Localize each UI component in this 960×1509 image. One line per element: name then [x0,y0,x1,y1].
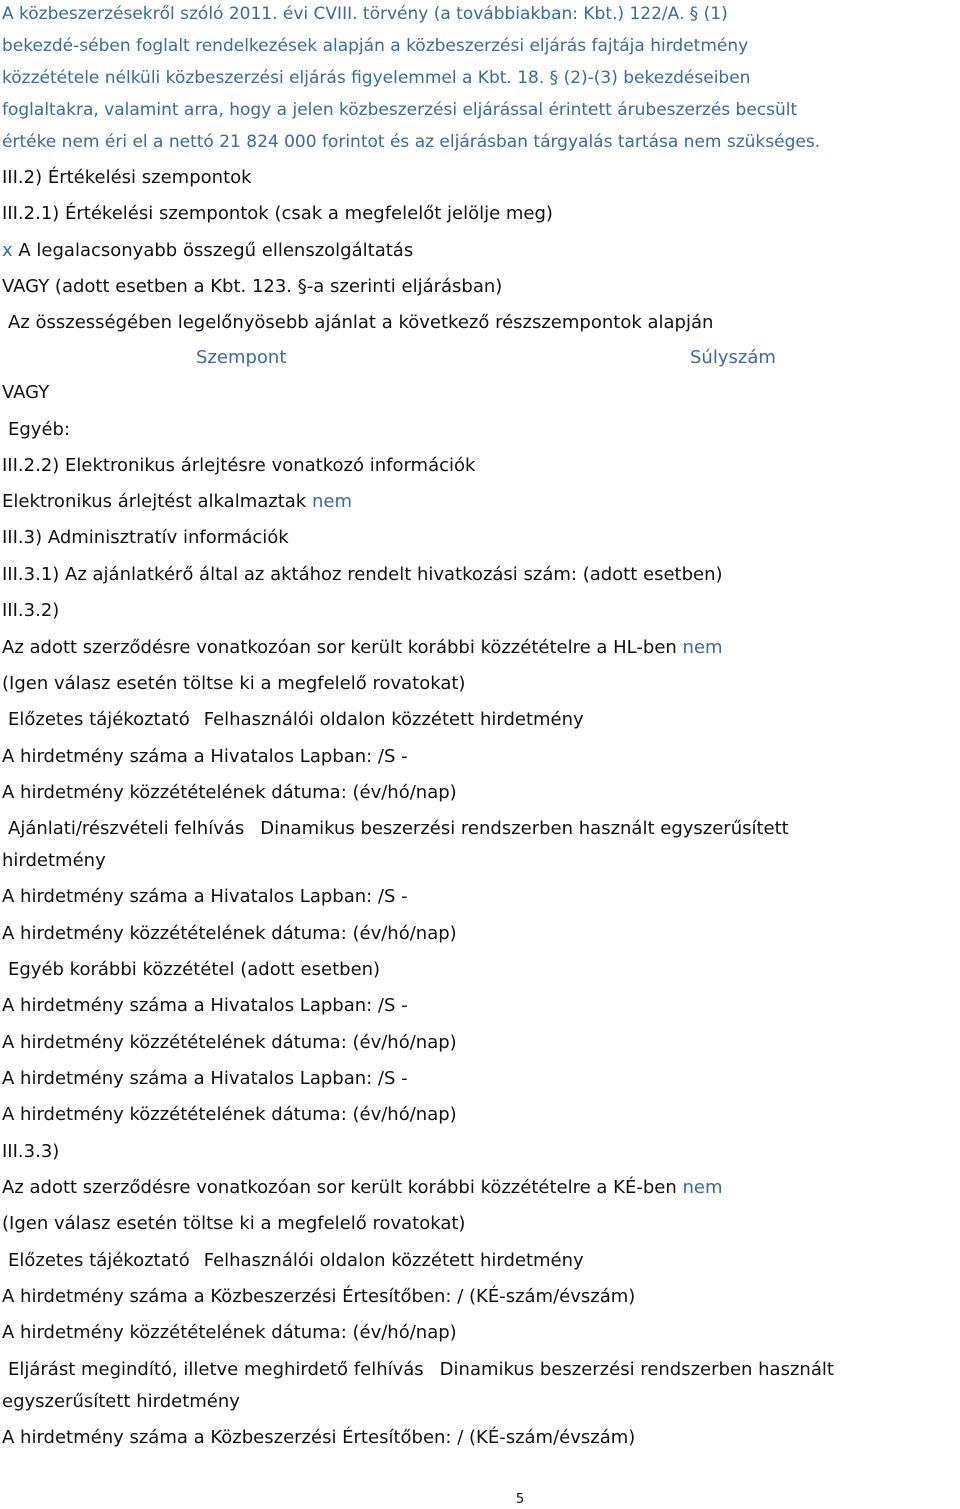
option-call: Ajánlati/részvételi felhívás [8,818,245,839]
notice-type-line [8,708,584,732]
other-label: Egyéb: [8,419,71,440]
ke-label: Az adott szerződésre vonatkozóan sor került korábbi közzétételre a KÉ-ben [2,1177,677,1198]
notice-number-line: A hirdetmény száma a Hivatalos Lapban: /S - [2,995,408,1016]
option-dynamic: Dinamikus beszerzési rendszerben használt egyszerűsített [260,818,789,839]
option-prior-info: Előzetes tájékoztató [8,1250,190,1271]
section-heading: III.3) Adminisztratív információk [2,527,289,548]
option-other: Egyéb korábbi közzététel (adott esetben) [8,959,381,980]
hl-publication-line [2,636,723,660]
hint-line: (Igen válasz esetén töltse ki a megfelelő rovatokat) [2,1213,466,1234]
notice-date-line: A hirdetmény közzétételének dátuma: (év/hó/nap) [2,1032,457,1053]
auction-label: Elektronikus árlejtést alkalmaztak [2,491,307,512]
notice-number-line: A hirdetmény száma a Közbeszerzési Értesítőben: / (KÉ-szám/évszám) [2,1286,636,1307]
option-buyer-profile: Felhasználói oldalon közzétett hirdetmény [203,709,584,730]
intro-line: A közbeszerzésekről szóló 2011. évi CVIII. törvény (a továbbiakban: Kbt.) 122/A. § (1) [2,4,728,24]
criterion-lowest-price [2,239,413,263]
option-buyer-profile: Felhasználói oldalon közzétett hirdetmény [203,1250,584,1271]
option-prior-info: Előzetes tájékoztató [8,709,190,730]
option-dynamic: Dinamikus beszerzési rendszerben használt [439,1359,834,1380]
notice-date-line: A hirdetmény közzétételének dátuma: (év/hó/nap) [2,1322,457,1343]
subsection-heading: III.3.2) [2,600,60,621]
option-initiating-call: Eljárást megindító, illetve meghirdető felhívás [8,1359,424,1380]
subsection-heading: III.3.1) Az ajánlatkérő által az aktához rendelt hivatkozási szám: (adott esetben) [2,564,723,585]
notice-number-line: A hirdetmény száma a Közbeszerzési Értesítőben: / (KÉ-szám/évszám) [2,1427,636,1448]
subsection-heading: III.2.2) Elektronikus árlejtésre vonatkozó információk [2,455,476,476]
notice-date-line: A hirdetmény közzétételének dátuma: (év/hó/nap) [2,782,457,803]
or-line: VAGY (adott esetben a Kbt. 123. §-a szerinti eljárásban) [2,276,503,297]
section-heading: III.2) Értékelési szempontok [2,167,252,188]
hint-line: (Igen válasz esetén töltse ki a megfelelő rovatokat) [2,673,466,694]
intro-line: bekezdé-sében foglalt rendelkezések alapján a közbeszerzési eljárás fajtája hirdetmény [2,36,749,56]
intro-line: értéke nem éri el a nettó 21 824 000 forintot és az eljárásban tárgyalás tartása nem szükséges. [2,132,821,152]
auction-line [2,490,352,514]
continuation-line: hirdetmény [2,850,106,871]
notice-date-line: A hirdetmény közzétételének dátuma: (év/hó/nap) [2,1104,457,1125]
or-line: VAGY [2,382,50,403]
criterion-label: A legalacsonyabb összegű ellenszolgáltatás [18,240,414,261]
notice-type-line [8,817,789,841]
hl-value: nem [682,637,723,658]
page-number: 5 [515,1492,525,1507]
ke-value: nem [682,1177,723,1198]
notice-date-line: A hirdetmény közzétételének dátuma: (év/hó/nap) [2,923,457,944]
column-header-criterion: Szempont [196,347,287,368]
criterion-msat: Az összességében legelőnyösebb ajánlat a következő részszempontok alapján [8,312,714,333]
notice-type-line [8,1249,584,1273]
column-header-weight: Súlyszám [690,347,776,368]
notice-type-line [8,1358,834,1382]
intro-line: foglaltakra, valamint arra, hogy a jelen közbeszerzési eljárással érintett árubeszerzés becsült [2,100,798,120]
subsection-heading: III.2.1) Értékelési szempontok (csak a megfelelőt jelölje meg) [2,203,553,224]
intro-line: közzététele nélküli közbeszerzési eljárás figyelemmel a Kbt. 18. § (2)-(3) bekezdéseiben [2,68,751,88]
subsection-heading: III.3.3) [2,1141,60,1162]
notice-number-line: A hirdetmény száma a Hivatalos Lapban: /S - [2,886,408,907]
notice-number-line: A hirdetmény száma a Hivatalos Lapban: /S - [2,1068,408,1089]
ke-publication-line [2,1176,723,1200]
auction-value: nem [311,491,352,512]
continuation-line: egyszerűsített hirdetmény [2,1391,240,1412]
notice-number-line: A hirdetmény száma a Hivatalos Lapban: /S - [2,746,408,767]
hl-label: Az adott szerződésre vonatkozóan sor került korábbi közzétételre a HL-ben [2,637,677,658]
selected-mark: x [2,240,13,261]
